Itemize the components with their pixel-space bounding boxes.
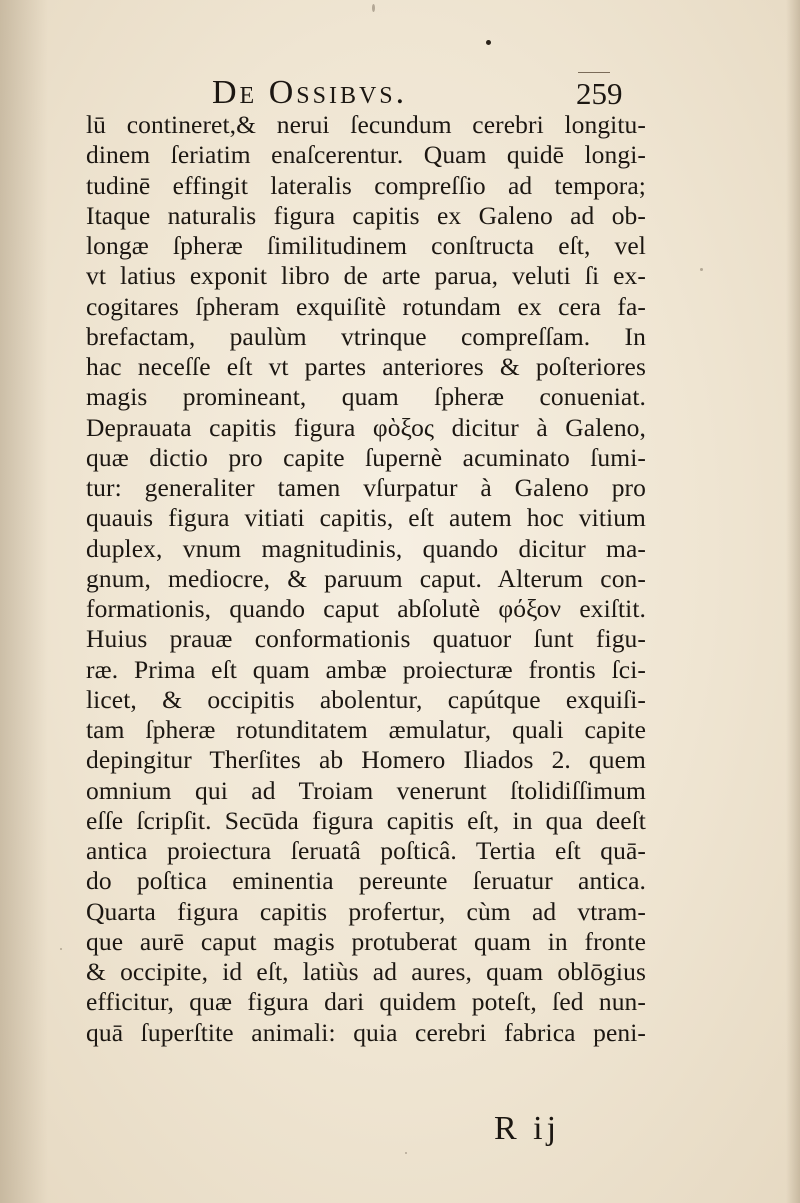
text-line: dinem ſeriatim enaſcerentur. Quam quidē longi-: [86, 140, 646, 170]
text-line: tam ſpheræ rotunditatem æmulatur, quali capite: [86, 715, 646, 744]
ink-dot: [486, 40, 491, 45]
page-edge-shadow: [786, 0, 800, 1203]
running-title: De Ossibvs.: [212, 74, 408, 111]
ink-speck: [405, 1152, 407, 1154]
text-line: tur: generaliter tamen vſurpatur à Galeno pro: [86, 473, 646, 502]
header-rule: [578, 72, 610, 73]
text-line: quæ dictio pro capite ſupernè acuminato ſumi-: [86, 442, 646, 472]
text-line: duplex, vnum magnitudinis, quando dicitur ma-: [86, 533, 646, 563]
text-line: formationis, quando caput abſolutè φόξον exiſtit.: [86, 594, 646, 623]
text-line: do poſtica eminentia pereunte ſeruatur antica.: [86, 866, 646, 896]
text-line: licet, & occipitis abolentur, capútque exquiſi-: [86, 684, 646, 714]
text-line: Itaque naturalis figura capitis ex Galeno ad ob-: [86, 200, 646, 230]
gutter-shadow: [0, 0, 48, 1203]
text-line: vt latius exponit libro de arte parua, veluti ſi ex-: [86, 261, 646, 291]
ink-speck: [700, 268, 703, 271]
text-line: efficitur, quæ figura dari quidem poteſt, ſed nun-: [86, 987, 646, 1017]
text-line: cogitares ſpheram exquiſitè rotundam ex cera fa-: [86, 291, 646, 321]
text-line: hac neceſſe eſt vt partes anteriores & poſteriores: [86, 352, 646, 381]
text-line: antica proiectura ſeruatâ poſticâ. Tertia eſt quā-: [86, 836, 646, 865]
text-line: longæ ſpheræ ſimilitudinem conſtructa eſt, vel: [86, 231, 646, 260]
ink-speck: [60, 948, 62, 950]
text-line: omnium qui ad Troiam venerunt ſtolidiſſimum: [86, 775, 646, 805]
body-text: [86, 110, 646, 1048]
text-line: & occipite, id eſt, latiùs ad aures, quam oblōgius: [86, 957, 646, 986]
text-line: quauis figura vitiati capitis, eſt autem hoc vitium: [86, 503, 646, 533]
text-line: magis promineant, quam ſpheræ conueniat.: [86, 382, 646, 412]
text-line: depingitur Therſites ab Homero Iliados 2. quem: [86, 745, 646, 775]
text-line: lū contineret,& nerui ſecundum cerebri longitu-: [86, 110, 646, 139]
ink-speck: [372, 4, 375, 12]
text-line: quā ſuperſtite animali: quia cerebri fabrica peni-: [86, 1017, 646, 1047]
text-line: eſſe ſcripſit. Secūda figura capitis eſt, in qua deeſt: [86, 805, 646, 835]
text-line: brefactam, paulùm vtrinque compreſſam. In: [86, 321, 646, 351]
text-line: gnum, mediocre, & paruum caput. Alterum con-: [86, 563, 646, 593]
text-line: Deprauata capitis figura φὸξος dicitur à Galeno,: [86, 412, 646, 442]
text-line: que aurē caput magis protuberat quam in fronte: [86, 926, 646, 956]
text-line: Quarta figura capitis profertur, cùm ad vtram-: [86, 896, 646, 926]
page-number: 259: [576, 76, 623, 111]
text-line: Huius prauæ conformationis quatuor ſunt figu-: [86, 624, 646, 654]
text-line: tudinē effingit lateralis compreſſio ad tempora;: [86, 170, 646, 200]
text-line: ræ. Prima eſt quam ambæ proiecturæ frontis ſci-: [86, 654, 646, 684]
signature-mark: R ij: [494, 1110, 561, 1147]
